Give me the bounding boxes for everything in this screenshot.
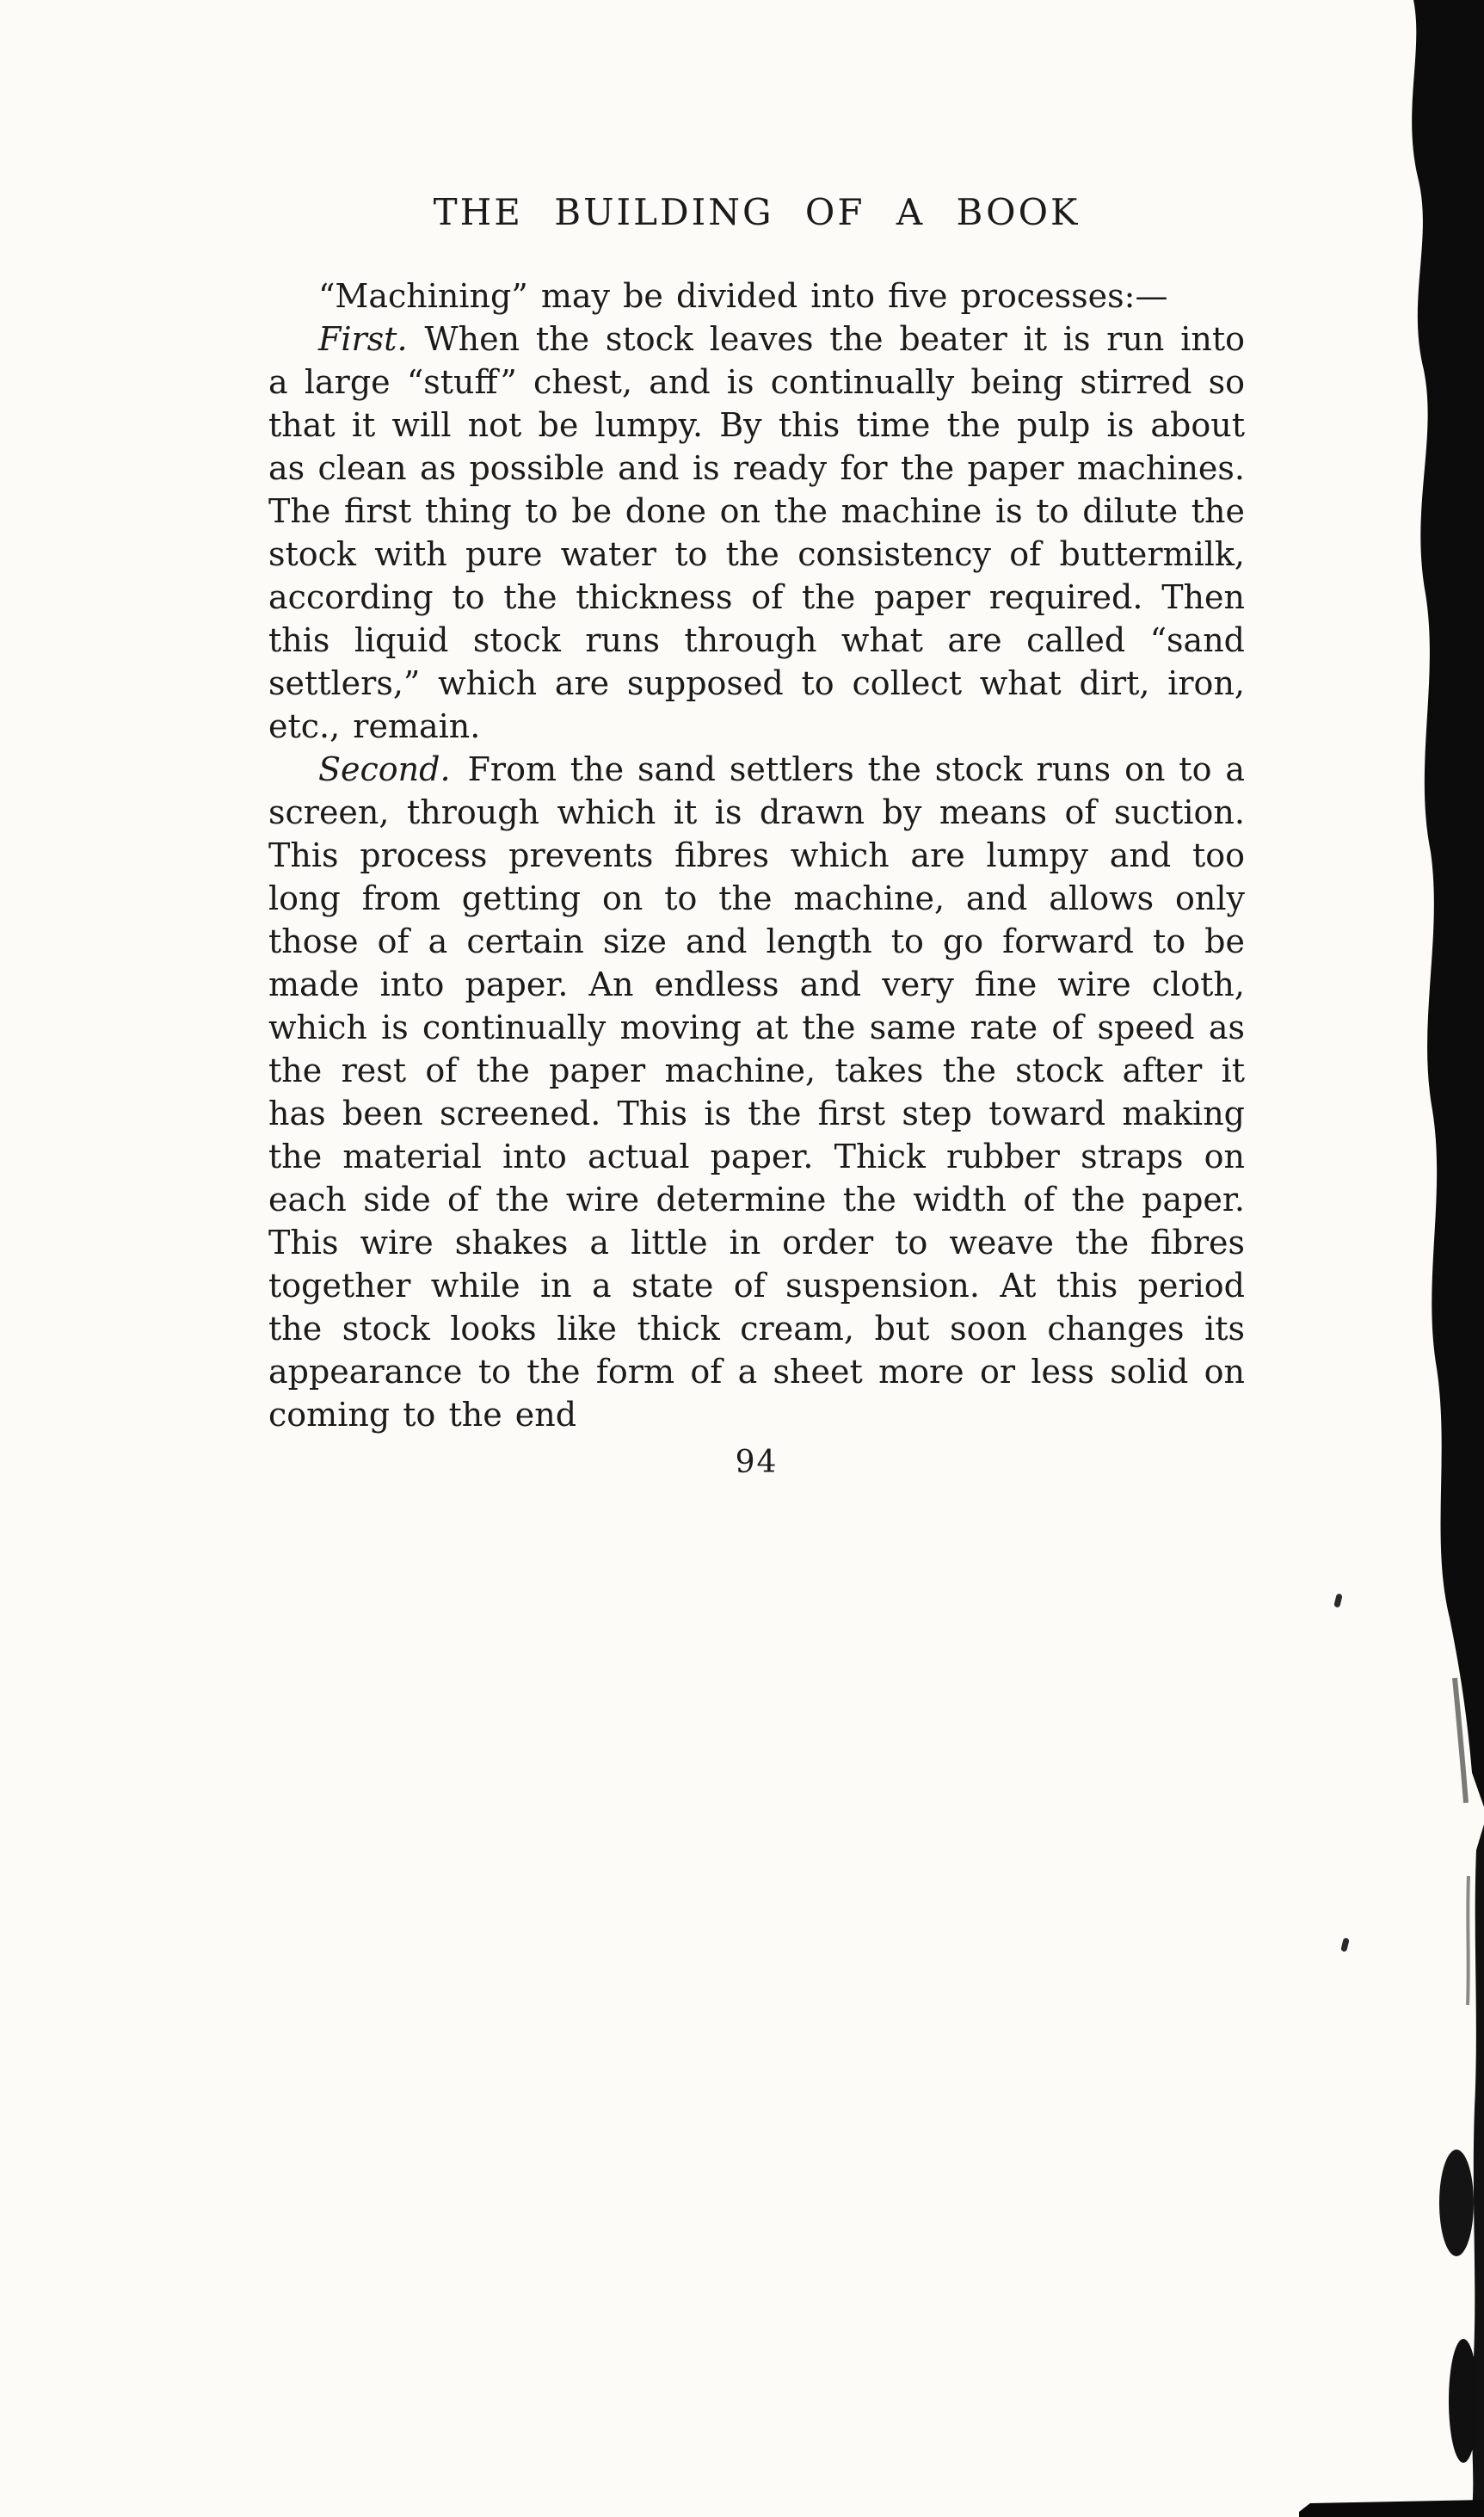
- paragraph-first: [268, 318, 1245, 748]
- paragraph-lead-first: First.: [318, 320, 408, 358]
- paragraph-text: “Machining” may be divided into five processes:—: [318, 277, 1168, 315]
- paragraph-second: [268, 748, 1245, 1436]
- paragraph-intro: [268, 275, 1245, 318]
- page-number: 94: [735, 1445, 779, 1480]
- scan-speck: [1333, 1593, 1343, 1607]
- text-block: [268, 191, 1245, 1480]
- paragraph-text: From the sand settlers the stock runs on to a screen, through which it is drawn by means of suction. This process prevents fibres which are lumpy and too long from getting on to the machine, and allows only those of a certain size and length to go forward to be made into paper. An endless and very fine wire cloth, which is continually moving at the same rate of speed as the rest of the paper machine, takes the stock after it has been screened. This is the first step toward making the material into actual paper. Thick rubber straps on each side of the wire determine the width of the paper. This wire shakes a little in order to weave the fibres together while in a state of suspension. At this period the stock looks like thick cream, but soon changes its appearance to the form of a sheet more or less solid on coming to the end: [268, 750, 1245, 1434]
- scan-bottom-edge-artifact: [1299, 2500, 1484, 2517]
- paragraph-lead-second: Second.: [318, 750, 451, 788]
- scan-speck: [1340, 1937, 1350, 1952]
- page-header: THE BUILDING OF A BOOK: [433, 191, 1081, 233]
- paragraph-text: When the stock leaves the beater it is run into a large “stuff” chest, and is continually being stirred so that it will not be lumpy. By this time the pulp is about as clean as possible and is ready for the paper machines. The first thing to be done on the machine is to dilute the stock with pure water to the consistency of buttermilk, according to the thickness of the paper required. Then this liquid stock runs through what are called “sand settlers,” which are supposed to collect what dirt, iron, etc., remain.: [268, 320, 1245, 745]
- scan-edge-artifact: [1372, 0, 1484, 2517]
